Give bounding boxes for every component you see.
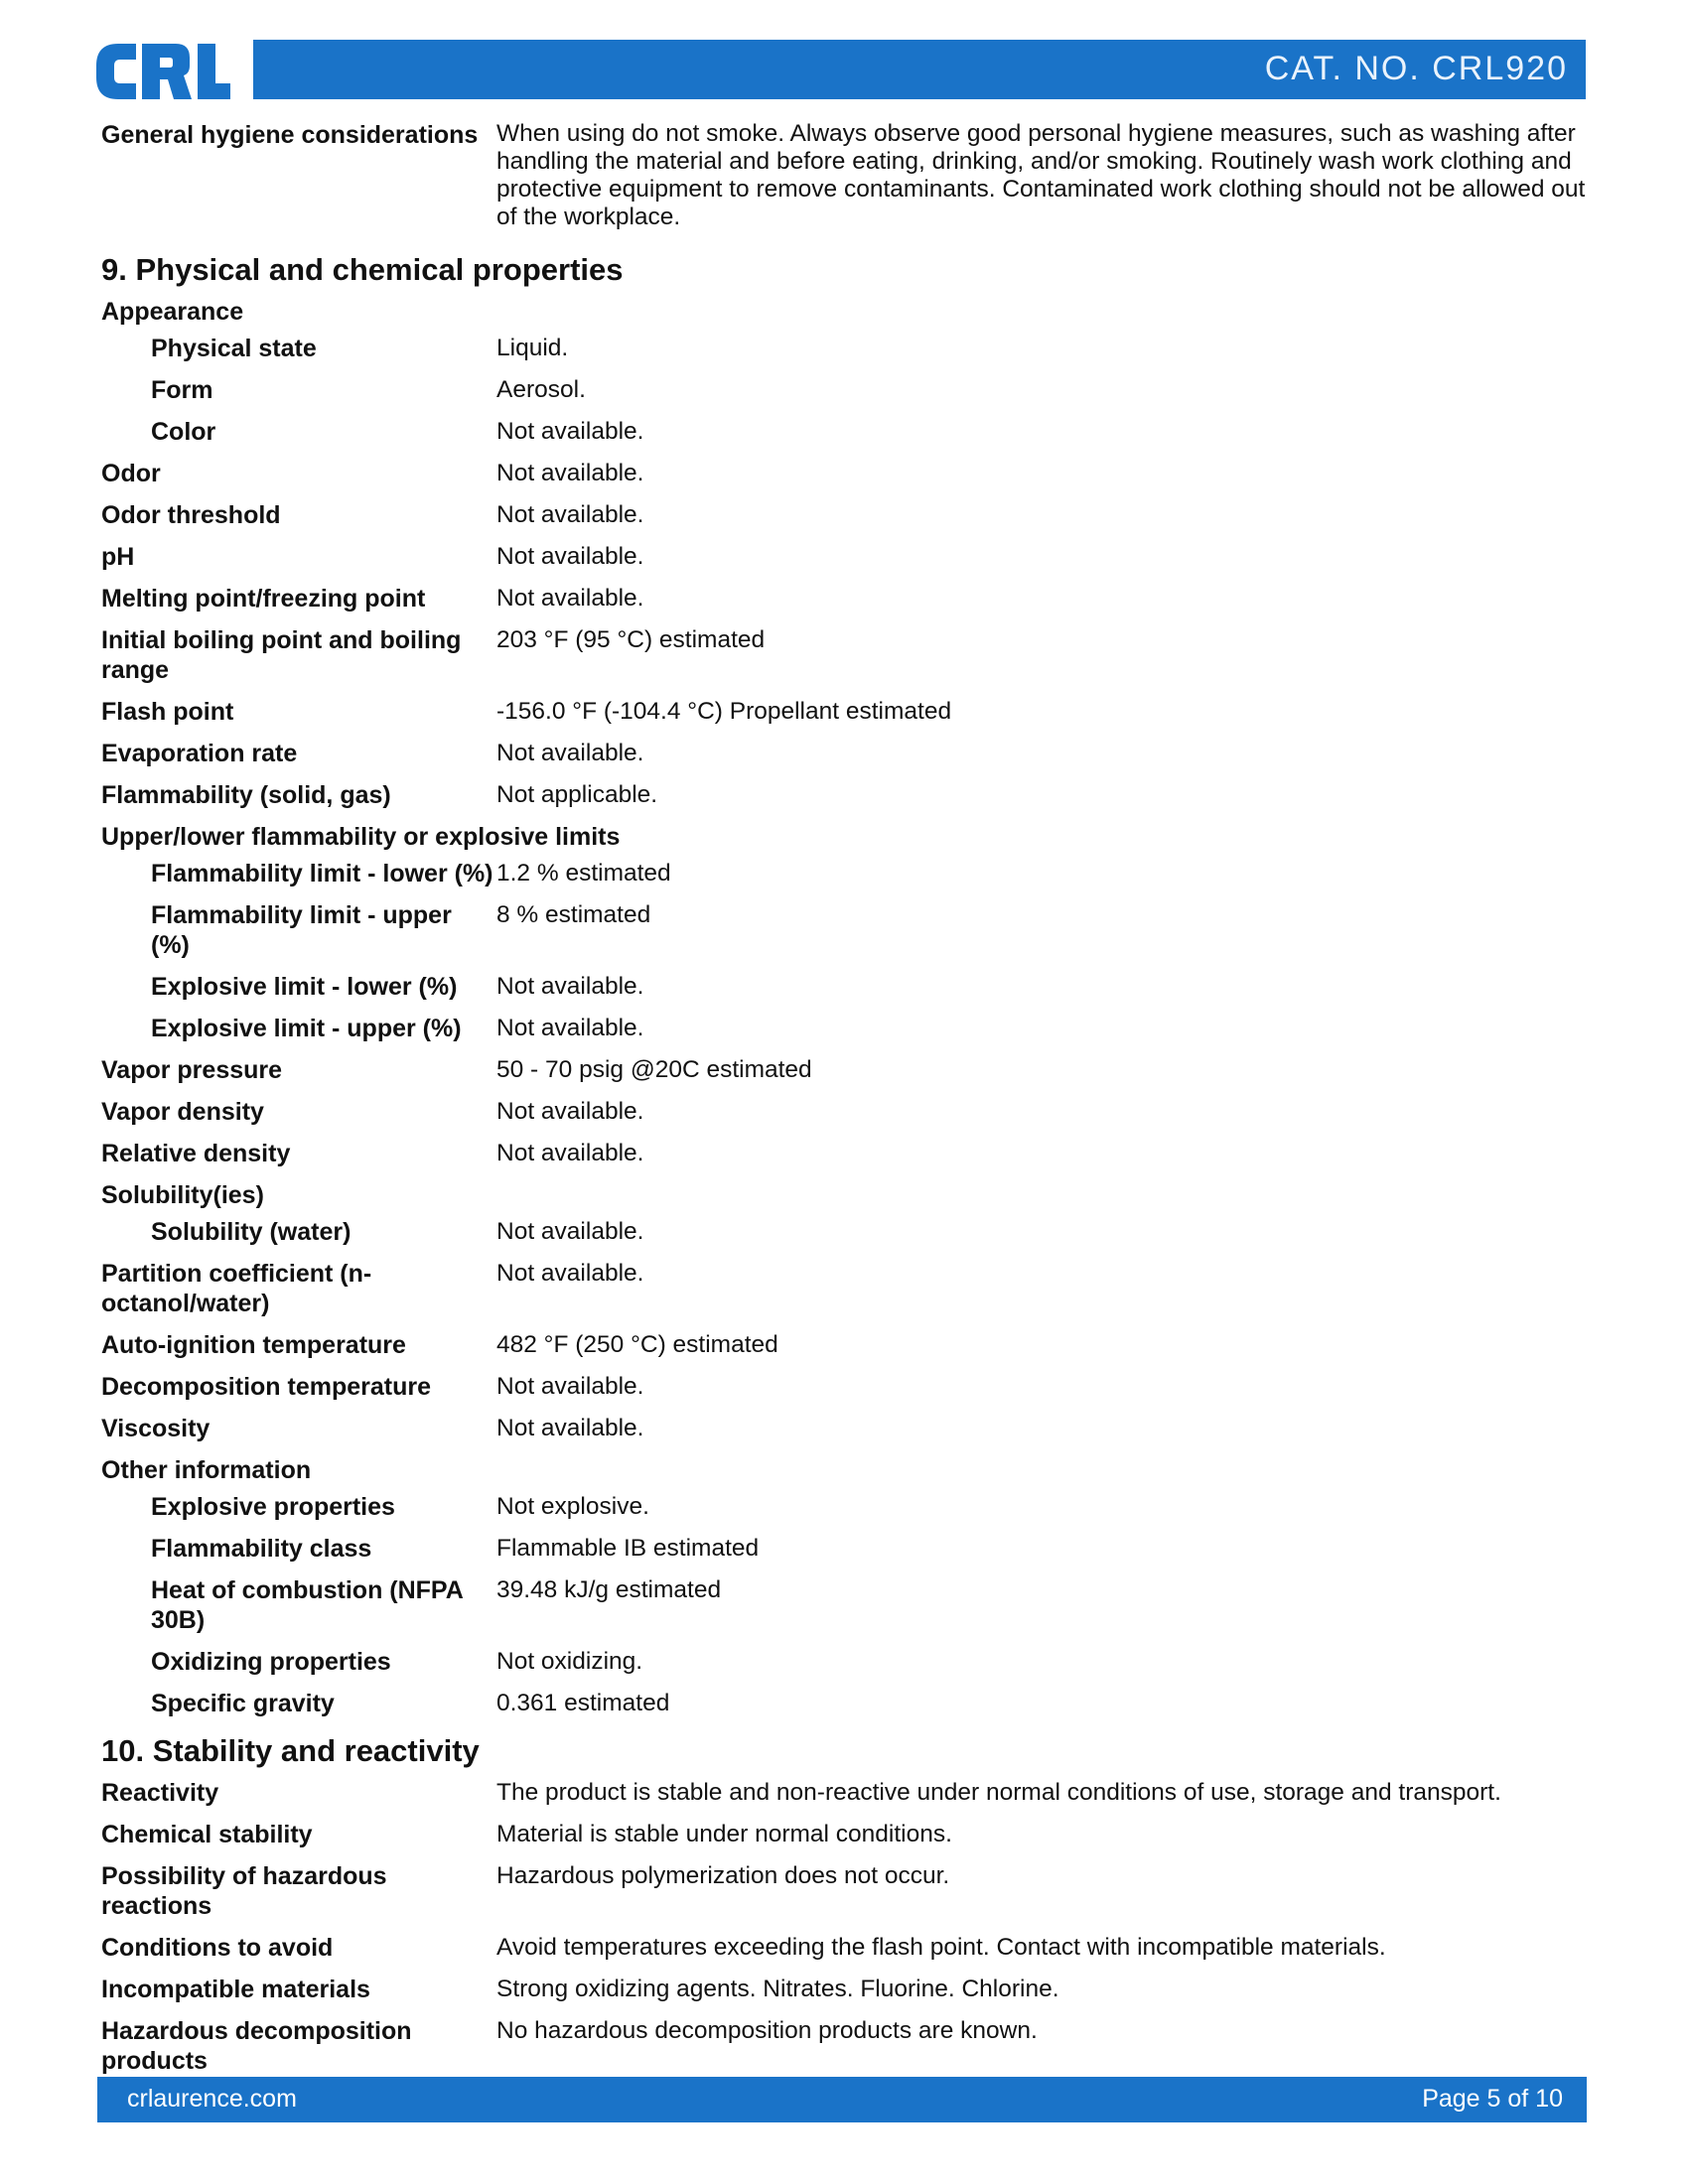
- property-row: [101, 1330, 1591, 1360]
- page-number: Page 5 of 10: [1422, 2085, 1563, 2113]
- property-value: 39.48 kJ/g estimated: [496, 1576, 722, 1603]
- property-value: Not applicable.: [496, 781, 658, 808]
- property-value: -156.0 °F (-104.4 °C) Propellant estimated: [496, 698, 952, 725]
- property-label: Vapor pressure: [101, 1056, 283, 1084]
- property-label: Decomposition temperature: [101, 1373, 432, 1401]
- property-label: Conditions to avoid: [101, 1934, 334, 1962]
- property-value: 50 - 70 psig @20C estimated: [496, 1056, 812, 1083]
- property-value: No hazardous decomposition products are known.: [496, 2017, 1038, 2044]
- property-label: Flammability (solid, gas): [101, 781, 391, 809]
- property-row: [101, 500, 1591, 530]
- property-row: [101, 2016, 1591, 2076]
- property-row: [101, 375, 1591, 405]
- property-label: Vapor density: [101, 1098, 264, 1126]
- property-label: Reactivity: [101, 1779, 219, 1807]
- property-row: [101, 334, 1591, 363]
- footer-website-link[interactable]: crlaurence.com: [127, 2085, 297, 2113]
- property-value: Not available.: [496, 585, 644, 612]
- property-value: Not available.: [496, 1260, 644, 1287]
- property-row: [101, 1933, 1591, 1963]
- property-row: [101, 900, 1591, 960]
- property-value: 1.2 % estimated: [496, 860, 671, 887]
- property-value: 482 °F (250 °C) estimated: [496, 1331, 778, 1358]
- property-value: Not available.: [496, 543, 644, 570]
- property-row: [101, 780, 1591, 810]
- property-row: [101, 1139, 1591, 1168]
- property-value: Aerosol.: [496, 376, 586, 403]
- property-row: [101, 1259, 1591, 1318]
- header-bar: [253, 40, 1586, 99]
- property-row: [101, 1014, 1591, 1043]
- property-row: [101, 1778, 1591, 1808]
- property-row: [101, 459, 1591, 488]
- property-row: [101, 1689, 1591, 1718]
- property-label: Viscosity: [101, 1415, 211, 1442]
- property-label: Explosive properties: [151, 1493, 395, 1521]
- hygiene-row: [101, 120, 1591, 231]
- property-value: 8 % estimated: [496, 901, 651, 928]
- property-row: [101, 1372, 1591, 1402]
- property-label: Chemical stability: [101, 1821, 313, 1848]
- property-value: Not available.: [496, 501, 644, 528]
- property-row: [101, 697, 1591, 727]
- property-label: Flammability class: [151, 1535, 372, 1563]
- property-value: Not oxidizing.: [496, 1648, 643, 1675]
- property-row: [101, 1055, 1591, 1085]
- property-label: Flash point: [101, 698, 234, 726]
- property-value: 203 °F (95 °C) estimated: [496, 626, 766, 653]
- hygiene-label: General hygiene considerations: [101, 121, 479, 149]
- property-row: [101, 1492, 1591, 1522]
- property-value: Liquid.: [496, 335, 569, 361]
- property-row: [101, 859, 1591, 888]
- property-value: Strong oxidizing agents. Nitrates. Fluorine. Chlorine.: [496, 1976, 1059, 2002]
- property-label: Oxidizing properties: [151, 1648, 391, 1676]
- document-body: [101, 120, 1591, 2088]
- property-label: Incompatible materials: [101, 1976, 370, 2003]
- property-row: [101, 1534, 1591, 1564]
- property-label: Partition coefficient (n-octanol/water): [101, 1260, 372, 1317]
- property-row: [101, 1575, 1591, 1635]
- section-9-title: 9. Physical and chemical properties: [101, 252, 624, 287]
- property-label: Explosive limit - lower (%): [151, 973, 458, 1001]
- property-label: Form: [151, 376, 213, 404]
- hygiene-value: When using do not smoke. Always observe good personal hygiene measures, such as washing after handling the material and before eating, drinking, and/or smoking. Routinely wash work clothing and protective equipment to remove contaminants. Contaminated work clothing should not be allowed out of the workplace.: [496, 120, 1586, 230]
- property-row: [101, 625, 1591, 685]
- catalog-number: CAT. NO. CRL920: [1264, 50, 1568, 87]
- property-label: Physical state: [151, 335, 317, 362]
- property-row: [101, 1861, 1591, 1921]
- property-value: The product is stable and non-reactive under normal conditions of use, storage and transport.: [496, 1779, 1501, 1806]
- property-label: Explosive limit - upper (%): [151, 1015, 462, 1042]
- property-row: [101, 1414, 1591, 1443]
- property-row: [101, 584, 1591, 614]
- property-label: Possibility of hazardous reactions: [101, 1862, 387, 1920]
- property-value: Not available.: [496, 418, 644, 445]
- solubility-heading: Solubility(ies): [101, 1181, 264, 1209]
- property-value: Not available.: [496, 1140, 644, 1166]
- property-value: Material is stable under normal conditions.: [496, 1821, 952, 1847]
- property-value: Not available.: [496, 1373, 644, 1400]
- property-value: Not available.: [496, 740, 644, 766]
- property-label: Solubility (water): [151, 1218, 352, 1246]
- property-label: Odor: [101, 460, 161, 487]
- property-label: Heat of combustion (NFPA 30B): [151, 1576, 463, 1634]
- property-label: Flammability limit - upper (%): [151, 901, 452, 959]
- property-row: [101, 972, 1591, 1002]
- property-row: [101, 1097, 1591, 1127]
- property-label: Hazardous decomposition products: [101, 2017, 412, 2075]
- property-label: Initial boiling point and boiling range: [101, 626, 462, 684]
- property-value: Not explosive.: [496, 1493, 649, 1520]
- property-label: Melting point/freezing point: [101, 585, 426, 613]
- other-info-heading: Other information: [101, 1456, 312, 1484]
- property-value: Not available.: [496, 973, 644, 1000]
- section-10-title: 10. Stability and reactivity: [101, 1733, 480, 1768]
- property-row: [101, 417, 1591, 447]
- crl-logo: [96, 44, 230, 99]
- property-label: Flammability limit - lower (%): [151, 860, 493, 887]
- property-row: [101, 542, 1591, 572]
- property-row: [101, 739, 1591, 768]
- property-row: [101, 1820, 1591, 1849]
- appearance-heading: Appearance: [101, 298, 244, 326]
- property-value: Hazardous polymerization does not occur.: [496, 1862, 950, 1889]
- property-label: Color: [151, 418, 216, 446]
- property-row: [101, 1217, 1591, 1247]
- property-value: Not available.: [496, 1218, 644, 1245]
- property-label: Specific gravity: [151, 1690, 335, 1717]
- property-value: Not available.: [496, 460, 644, 486]
- property-label: pH: [101, 543, 135, 571]
- property-value: Not available.: [496, 1415, 644, 1441]
- property-label: Odor threshold: [101, 501, 281, 529]
- property-value: Not available.: [496, 1098, 644, 1125]
- property-value: 0.361 estimated: [496, 1690, 670, 1716]
- property-value: Not available.: [496, 1015, 644, 1041]
- property-label: Relative density: [101, 1140, 291, 1167]
- property-label: Auto-ignition temperature: [101, 1331, 406, 1359]
- footer-bar: [97, 2077, 1587, 2122]
- property-label: Evaporation rate: [101, 740, 298, 767]
- property-value: Avoid temperatures exceeding the flash point. Contact with incompatible materials.: [496, 1934, 1386, 1961]
- property-value: Flammable IB estimated: [496, 1535, 760, 1562]
- property-row: [101, 1647, 1591, 1677]
- property-row: [101, 1975, 1591, 2004]
- limits-heading: Upper/lower flammability or explosive limits: [101, 823, 621, 851]
